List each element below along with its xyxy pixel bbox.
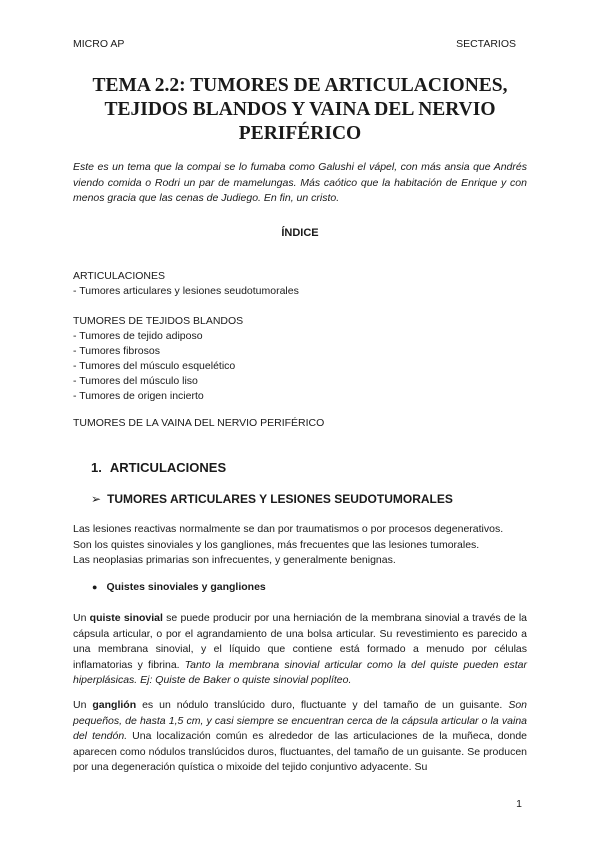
index-heading: ÍNDICE: [281, 227, 319, 239]
paragraph-lesiones: [73, 522, 527, 569]
intro-paragraph: Este es un tema que la compai se lo fumaba como Galushi el vápel, con más ansia que Andrés viendo comida o Rodri un par de mamelungas. Más caótico que la habitación de Enrique y con menos gracia que las cenas de Judiego. En fin, un cristo.: [73, 161, 527, 204]
arrow-bullet-icon: ➢: [91, 492, 102, 506]
bullet-heading-text: Quistes sinoviales y gangliones: [106, 581, 266, 593]
toc-group-title: ARTICULACIONES: [73, 270, 165, 282]
toc-item: - Tumores de origen incierto: [73, 390, 204, 402]
paragraph-text: Una localización común es alrededor de las articulaciones de la muñeca, donde aparecen como nódulos translúcidos duros, fluctuantes, del tamaño de un guisante. Se producen por una degeneración quística o mixoide del tejido conjuntivo adyacente. Su: [73, 730, 527, 773]
toc-item: - Tumores fibrosos: [73, 345, 160, 357]
paragraph-line: Son los quistes sinoviales y los gangliones, más frecuentes que las lesiones tumorales.: [73, 538, 480, 551]
bullet-icon: ●: [92, 582, 98, 592]
toc-group-tejidos-blandos: [73, 314, 527, 404]
toc-group-title: TUMORES DE LA VAINA DEL NERVIO PERIFÉRICO: [73, 417, 325, 429]
paragraph-text: Un: [73, 699, 93, 711]
toc-item: - Tumores de tejido adiposo: [73, 330, 203, 342]
section-title: ARTICULACIONES: [109, 460, 227, 475]
section-heading: [91, 460, 226, 475]
toc-item: - Tumores del músculo liso: [73, 375, 198, 387]
paragraph-text: Un: [73, 612, 90, 624]
term-ganglion: ganglión: [92, 699, 137, 711]
toc-item: - Tumores del músculo esquelético: [73, 360, 236, 372]
paragraph-line: Las neoplasias primarias son infrecuentes, y generalmente benignas.: [73, 554, 396, 566]
subsection-title: TUMORES ARTICULARES Y LESIONES SEUDOTUMORALES: [107, 492, 453, 506]
term-quiste-sinovial: quiste sinovial: [89, 612, 163, 624]
paragraph-italic-text: Tanto la membrana sinovial articular como la del quiste pueden estar hiperplásicas. Ej: Quiste de Baker o quiste sinovial poplíteo.: [73, 658, 527, 686]
toc-item: - Tumores articulares y lesiones seudotumorales: [73, 285, 299, 297]
toc-group-articulaciones: [73, 269, 527, 299]
paragraph-ganglion: [73, 698, 527, 776]
header-course: MICRO AP: [73, 38, 125, 50]
paragraph-italic-text: Son pequeños, de hasta 1,5 cm, y casi siempre se encuentran cerca de la cápsula articular o la vaina del tendón.: [73, 699, 527, 742]
toc-group-title: TUMORES DE TEJIDOS BLANDOS: [73, 315, 244, 327]
section-number: 1.: [91, 460, 102, 475]
paragraph-line: Las lesiones reactivas normalmente se dan por traumatismos o por procesos degenerativos.: [73, 523, 504, 535]
paragraph-quiste-sinovial: [73, 611, 527, 689]
subsection-heading: [91, 492, 453, 506]
bullet-heading: [92, 581, 266, 593]
paragraph-text: se puede producir por una herniación de la membrana sinovial a través de la cápsula articular, o por el agrandamiento de una bolsa articular. Su revestimiento es parecido a una membrana sinovial, y el líquido que contiene está formado a menudo por células inflamatorias y fibrina.: [73, 612, 527, 671]
toc-group-vaina-nervio: [73, 416, 527, 431]
document-title: TEMA 2.2: TUMORES DE ARTICULACIONES, TEJIDOS BLANDOS Y VAINA DEL NERVIO PERIFÉRICO: [92, 75, 508, 144]
paragraph-text: es un nódulo translúcido duro, fluctuante y del tamaño de un guisante.: [136, 699, 509, 711]
header-author: SECTARIOS: [456, 38, 516, 50]
page-number: 1: [516, 798, 522, 810]
